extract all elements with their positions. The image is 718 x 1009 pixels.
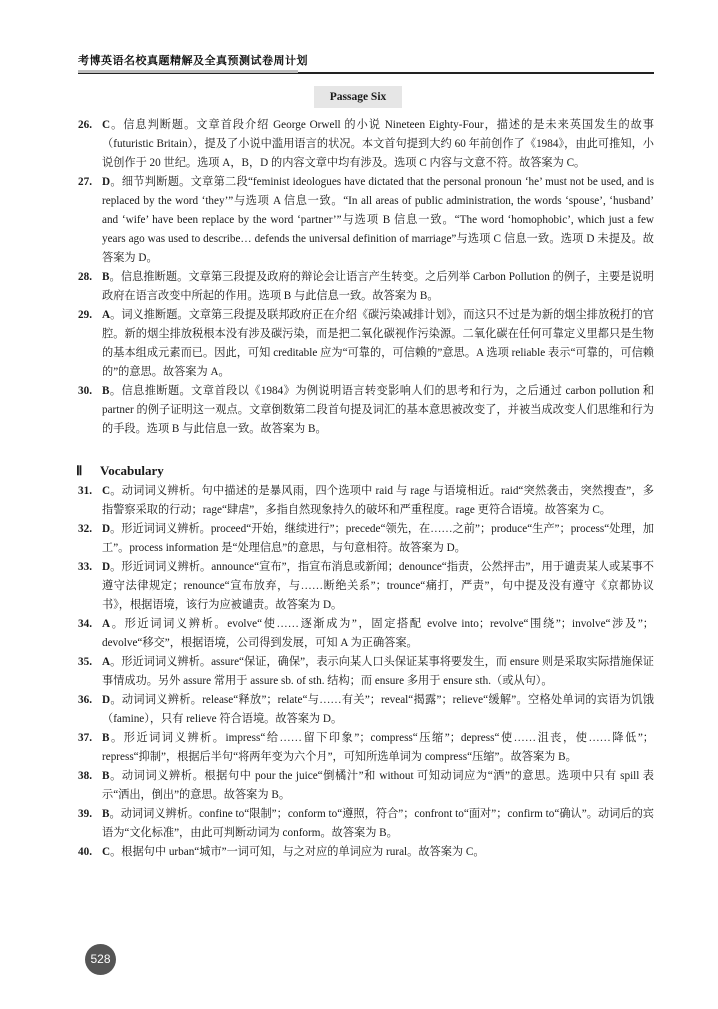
item-answer: A bbox=[102, 656, 111, 668]
item-explanation: 。信息判断题。文章首段介绍 George Orwell 的小说 Nineteen Eighty-Four，描述的是未来英国发生的故事（futuristic Britain），提及了小说中滥用语言的状况。本文首句提到大约 60 年前创作了《1984》，由此可推知，小说创作于 20 世纪。选项 A，B，D 的内容文章中均有涉及。选项 C 内容与文意不符。故答案为 C。 bbox=[102, 119, 654, 169]
item-number: 32. bbox=[78, 523, 92, 535]
item-explanation: 。形近词词义辨析。assure“保证，确保”，表示向某人口头保证某事将要发生，而 ensure 则是采取实际措施保证事情成功。另外 assure 常用于 assure sb. of sth. 结构；而 ensure 多用于 ensure sth.（或从句）。 bbox=[102, 656, 654, 687]
item-answer: C bbox=[102, 846, 111, 858]
item-number: 34. bbox=[78, 618, 92, 630]
answer-item bbox=[78, 558, 654, 615]
item-explanation: 。形近词词义辨析。evolve“使……逐渐成为”，固定搭配 evolve into；revolve“围绕”；involve“涉及”；devolve“移交”，根据语境，公司得到发展，可知 A 为正确答案。 bbox=[102, 618, 654, 649]
header-rule-accent bbox=[78, 70, 298, 73]
answer-item bbox=[78, 173, 654, 268]
item-explanation: 。形近词词义辨析。impress“给……留下印象”；compress“压缩”；depress“使……沮丧，使……降低”；repress“抑制”，根据后半句“将两年变为六个月”，可知所选单词为 compress“压缩”。故答案为 B。 bbox=[102, 732, 654, 763]
answer-item bbox=[78, 482, 654, 520]
answer-item bbox=[78, 306, 654, 382]
item-answer: A bbox=[102, 309, 111, 321]
answer-item bbox=[78, 805, 654, 843]
item-answer: D bbox=[102, 176, 111, 188]
item-number: 36. bbox=[78, 694, 92, 706]
answer-item bbox=[78, 520, 654, 558]
section-title: Vocabulary bbox=[100, 463, 164, 478]
item-number: 31. bbox=[78, 485, 92, 497]
section-heading bbox=[76, 461, 654, 480]
item-answer: B bbox=[102, 271, 110, 283]
item-explanation: 。动词词义辨析。confine to“限制”；conform to“遵照，符合”；confront to“面对”；confirm to“确认”。动词后的宾语为“文化标准”，由此可判断动词为 conform。故答案为 B。 bbox=[102, 808, 654, 839]
item-explanation: 。细节判断题。文章第二段“feminist ideologues have dictated that the personal pronoun ‘he’ must not be used, and is replaced by the word ‘they’”与选项 A 信息一致。“In all areas of public administration, the words ‘spouse’, ‘husband’ and ‘wife’ have been replace by the word ‘partner’”与选项 B 信息一致。“The word ‘homophobic’, which just a few years ago was used to describe… defends the universal definition of marriage”与选项 C 信息一致。选项 D 未提及。故答案为 D。 bbox=[102, 176, 654, 264]
passage-answers bbox=[78, 116, 654, 439]
section-number: Ⅱ bbox=[76, 463, 83, 478]
item-number: 35. bbox=[78, 656, 92, 668]
answer-item bbox=[78, 767, 654, 805]
item-answer: D bbox=[102, 523, 111, 535]
passage-label: Passage Six bbox=[314, 86, 402, 108]
item-number: 39. bbox=[78, 808, 92, 820]
answer-item bbox=[78, 691, 654, 729]
item-number: 26. bbox=[78, 119, 92, 131]
item-explanation: 。信息推断题。文章第三段提及政府的辩论会让语言产生转变。之后列举 Carbon Pollution 的例子，主要是说明政府在语言改变中所起的作用。选项 B 与此信息一致。故答案为 B。 bbox=[102, 271, 654, 302]
item-answer: D bbox=[102, 694, 111, 706]
item-answer: C bbox=[102, 119, 111, 131]
item-number: 29. bbox=[78, 309, 92, 321]
item-answer: B bbox=[102, 732, 110, 744]
vocabulary-answers bbox=[78, 482, 654, 862]
answer-item bbox=[78, 116, 654, 173]
item-answer: B bbox=[102, 770, 110, 782]
item-explanation: 。形近词词义辨析。proceed“开始，继续进行”；precede“领先，在……之前”；produce“生产”；process“处理，加工”。process information 是“处理信息”的意思，与句意相符。故答案为 D。 bbox=[102, 523, 654, 554]
answer-item bbox=[78, 653, 654, 691]
book-title: 考博英语名校真题精解及全真预测试卷周计划 bbox=[78, 54, 308, 67]
answer-item bbox=[78, 615, 654, 653]
answer-item bbox=[78, 843, 654, 862]
page-number: 528 bbox=[85, 944, 116, 975]
running-header bbox=[78, 52, 654, 74]
item-number: 28. bbox=[78, 271, 92, 283]
item-explanation: 。信息推断题。文章首段以《1984》为例说明语言转变影响人们的思考和行为，之后通过 carbon pollution 和 partner 的例子证明这一观点。文章倒数第二段首句提及词汇的基本意思被改变了，并被当成改变人们思维和行为的手段。选项 B 与此信息一致。故答案为 B。 bbox=[102, 385, 654, 435]
answer-item bbox=[78, 268, 654, 306]
item-explanation: 。形近词词义辨析。announce“宣布”，指宣布消息或新闻；denounce“指责，公然抨击”，用于谴责某人或某事不遵守法律规定；renounce“宣布放弃，与……断绝关系”；trounce“痛打，严责”，句中提及没有遵守《京都协议书》，根据语境，该行为应被谴责。故答案为 D。 bbox=[102, 561, 654, 611]
item-number: 27. bbox=[78, 176, 92, 188]
item-number: 30. bbox=[78, 385, 92, 397]
header-rule bbox=[78, 72, 654, 74]
item-number: 37. bbox=[78, 732, 92, 744]
item-explanation: 。动词词义辨析。release“释放”；relate“与……有关”；reveal“揭露”；relieve“缓解”。空格处单词的宾语为饥饿（famine），只有 relieve 符合语境。故答案为 D。 bbox=[102, 694, 654, 725]
item-number: 38. bbox=[78, 770, 92, 782]
item-answer: A bbox=[102, 618, 111, 630]
item-explanation: 。动词词义辨析。句中描述的是暴风雨，四个选项中 raid 与 rage 与语境相近。raid“突然袭击，突然搜查”，多指警察采取的行动；rage“肆虐”，多指自然现象持久的破坏和严重程度。rage 更符合语境。故答案为 C。 bbox=[102, 485, 654, 516]
item-answer: D bbox=[102, 561, 111, 573]
item-number: 40. bbox=[78, 846, 92, 858]
item-explanation: 。动词词义辨析。根据句中 pour the juice“倒橘汁”和 without 可知动词应为“洒”的意思。选项中只有 spill 表示“洒出，倒出”的意思。故答案为 B。 bbox=[102, 770, 654, 801]
item-explanation: 。词义推断题。文章第三段提及联邦政府正在介绍《碳污染减排计划》，而这只不过是为新的烟尘排放税打的官腔。新的烟尘排放税根本没有涉及碳污染，而是把二氧化碳视作污染源。二氧化碳在任何可靠定义里都只是生物的基本组成元素而已。因此，可知 creditable 应为“可靠的，可信赖的”意思。A 选项 reliable 表示“可靠的，可信赖的”的意思。故答案为 A。 bbox=[102, 309, 654, 378]
answer-content bbox=[78, 116, 654, 862]
item-answer: C bbox=[102, 485, 111, 497]
item-answer: B bbox=[102, 808, 110, 820]
item-explanation: 。根据句中 urban“城市”一词可知，与之对应的单词应为 rural。故答案为 C。 bbox=[110, 846, 485, 858]
item-number: 33. bbox=[78, 561, 92, 573]
item-answer: B bbox=[102, 385, 110, 397]
answer-item bbox=[78, 729, 654, 767]
answer-item bbox=[78, 382, 654, 439]
